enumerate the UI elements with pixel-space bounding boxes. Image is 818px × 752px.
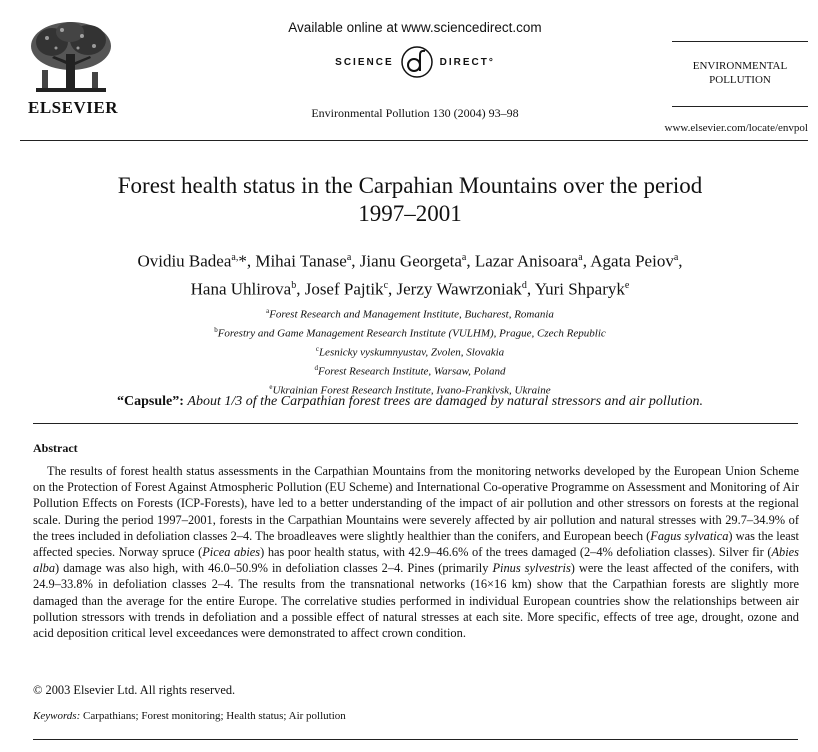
journal-url-link[interactable]: www.elsevier.com/locate/envpol	[664, 122, 808, 134]
author-name[interactable]: Hana Uhlirova	[190, 279, 292, 299]
abstract-body	[33, 463, 799, 641]
journal-box-line1: ENVIRONMENTAL	[692, 60, 788, 73]
author-name[interactable]: Yuri Shparyk	[534, 279, 625, 299]
title-line-1: Forest health status in the Carpahian Mountains over the period	[117, 173, 703, 198]
affiliation-item	[40, 304, 780, 323]
author-affil-sup: c	[383, 279, 389, 291]
abstract-species: Picea abies	[202, 545, 261, 560]
abstract-species: Abies alba	[33, 545, 799, 576]
author-separator: ,	[388, 279, 397, 299]
available-online-text[interactable]: Available online at www.sciencedirect.com	[288, 20, 542, 35]
affiliation-item	[40, 323, 780, 342]
capsule-summary	[40, 394, 780, 410]
author-affil-sup: a	[461, 252, 467, 263]
author-line-2	[40, 274, 780, 302]
affiliation-sup: b	[214, 325, 218, 334]
author-name[interactable]: Jerzy Wawrzoniak	[396, 279, 522, 299]
author-affil-sup: b	[291, 279, 297, 291]
author-affil-sup: a	[673, 252, 679, 263]
elsevier-tree-icon	[22, 18, 120, 100]
affiliation-text: Lesnicky vyskumnyustav, Zvolen, Slovakia	[318, 346, 505, 359]
abstract-text: ) was the least affected species. Norway spruce (	[33, 528, 799, 560]
affiliation-sup: d	[314, 363, 319, 372]
abstract-heading: Abstract	[33, 441, 78, 455]
copyright-notice: © 2003 Elsevier Ltd. All rights reserved.	[33, 683, 236, 697]
keywords-text: Carpathians; Forest monitoring; Health status; Air pollution	[83, 710, 346, 722]
capsule-label: “Capsule”:	[117, 394, 184, 409]
sd-right-text: DIRECT°	[439, 56, 495, 68]
affiliation-text: Forest Research and Management Institute, Bucharest, Romania	[269, 308, 554, 321]
author-separator: ,	[296, 279, 305, 299]
author-name[interactable]: Lazar Anisoara	[474, 251, 579, 271]
affiliation-text: Forest Research Institute, Warsaw, Poland	[318, 365, 506, 378]
author-name[interactable]: Mihai Tanase	[255, 251, 347, 271]
author-affil-sup: a,	[231, 252, 239, 263]
affiliation-text: Forestry and Game Management Research Institute (VULHM), Prague, Czech Republic	[217, 327, 606, 340]
abstract-text: ) has poor health status, with 42.9–46.6% of the trees damaged (2–4% defoliation classes). Silver fir (	[260, 545, 772, 560]
keywords	[33, 710, 346, 722]
affiliation-sup: c	[315, 344, 319, 353]
sciencedirect-d-icon	[400, 45, 434, 79]
footer-divider	[33, 739, 798, 740]
capsule-text: About 1/3 of the Carpathian forest trees are damaged by natural stressors and air pollution.	[187, 394, 703, 409]
header-divider	[20, 140, 808, 141]
abstract-species: Fagus sylvatica	[650, 528, 729, 543]
author-name[interactable]: Josef Pajtik	[304, 279, 384, 299]
author-affil-sup: a	[346, 252, 352, 263]
journal-box-line2: POLLUTION	[709, 74, 771, 86]
affiliation-text: Ukrainian Forest Research Institute, Ivano-Frankivsk, Ukraine	[272, 384, 551, 397]
author-separator: ,	[526, 279, 535, 299]
author-name[interactable]: Ovidiu Badea	[137, 251, 232, 271]
elsevier-wordmark: ELSEVIER	[28, 98, 118, 117]
corresponding-star[interactable]: *	[238, 251, 247, 271]
affiliation-sup: e	[269, 382, 273, 391]
article-title	[40, 172, 780, 228]
abstract-text: The results of forest health status assessments in the Carpathian Mountains from the monitoring networks developed by the European Union Scheme on the Protection of Forest Against Atmospheric Pollution (EU Scheme) and International Co-operative Programme on Assessment and Monitoring of Air Pollution Effects on Forests (ICP-Forests), have led to a better understanding of the impact of air pollution and other stressors on forests at the regional scale. During the period 1997–2001, forests in the Carpathian Mountains were severely affected by air pollution and natural stresses with 29.7–34.9% of the trees included in defoliation classes 2–4. The broadleaves were slightly healthier than the conifers, and European beech (	[33, 464, 799, 543]
sd-left-text: SCIENCE	[335, 56, 394, 68]
abstract-divider	[33, 423, 798, 424]
affiliation-sup: a	[266, 307, 270, 315]
author-separator: ,	[351, 251, 360, 271]
author-affil-sup: d	[521, 279, 527, 291]
author-name[interactable]: Jianu Georgeta	[359, 251, 462, 271]
author-line-1	[40, 246, 780, 274]
abstract-text: ) were the least affected of the conifers, with 24.9–33.8% in defoliation classes 2–4. The results from the transnational networks (16×16 km) show that the Carpathian forests are slightly more damaged than the average for the entire Europe. The correlative studies performed in individual European countries show the relationships between air pollution stressors with trends in defoliation and a possible effect of natural stresses at each site. More specific, effects of tree age, drought, ozone and acid deposition critical level exceedances were demonstrated to affect crown condition.	[33, 561, 799, 641]
author-separator: ,	[678, 251, 683, 271]
author-name[interactable]: Agata Peiov	[590, 251, 674, 271]
journal-title-box	[672, 41, 808, 107]
affiliation-item	[40, 342, 780, 361]
abstract-text: ) damage was also high, with 46.0–50.9% in defoliation classes 2–4. Pines (primarily	[55, 561, 493, 576]
affiliation-list	[40, 304, 780, 399]
sciencedirect-logo[interactable]	[280, 44, 550, 80]
author-separator: ,	[466, 251, 475, 271]
author-separator: ,	[246, 251, 256, 271]
author-affil-sup: e	[624, 279, 630, 291]
author-affil-sup: a	[578, 252, 583, 263]
author-separator: ,	[582, 251, 591, 271]
keywords-label: Keywords:	[33, 710, 81, 722]
journal-citation: Environmental Pollution 130 (2004) 93–98	[311, 106, 519, 120]
title-line-2: 1997–2001	[358, 201, 462, 226]
abstract-species: Pinus sylvestris	[492, 561, 571, 576]
author-list	[40, 246, 780, 301]
affiliation-item	[40, 361, 780, 380]
